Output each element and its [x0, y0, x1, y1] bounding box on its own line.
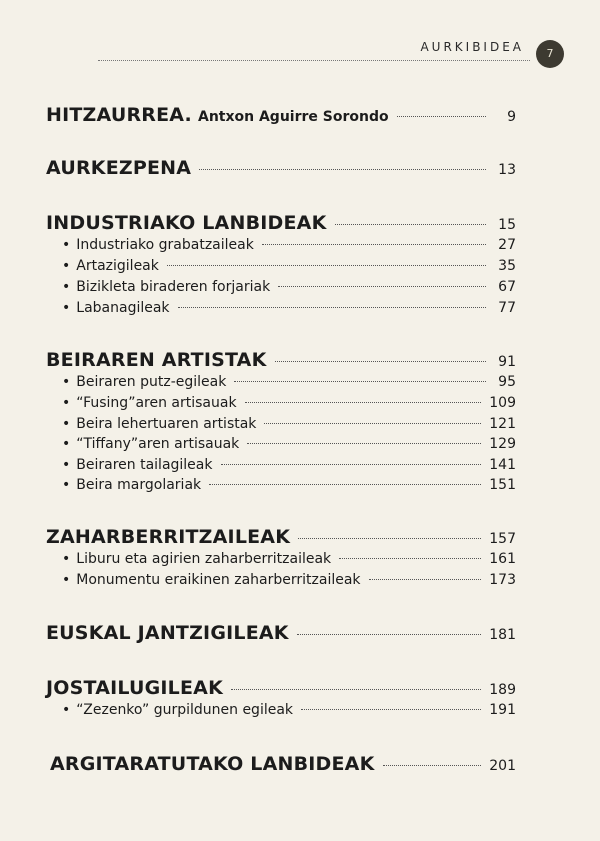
toc-subentry-label: “Zezenko” gurpildunen egileak [76, 702, 294, 718]
toc-subentry-page: 77 [498, 300, 516, 316]
toc-entry-title: JOSTAILUGILEAK [46, 677, 224, 699]
bullet-icon: • [62, 477, 71, 493]
toc-entry-page: 91 [498, 354, 516, 370]
dot-leader [231, 689, 481, 690]
toc-entry-page: 15 [498, 217, 516, 233]
toc-subentry-page: 67 [498, 279, 516, 295]
toc-subentry-label: Monumentu eraikinen zaharberritzaileak [76, 572, 361, 588]
dot-leader [262, 244, 486, 245]
toc-entry-page: 189 [489, 682, 516, 698]
toc-subentry-page: 95 [498, 374, 516, 390]
dot-leader [301, 709, 481, 710]
dot-leader [247, 443, 481, 444]
dot-leader [335, 224, 487, 225]
bullet-icon: • [62, 572, 71, 588]
toc-subentry-label: Beira lehertuaren artistak [76, 416, 257, 432]
toc-subentry-page: 121 [489, 416, 516, 432]
toc-subentry[interactable] [62, 457, 516, 473]
toc-subentry-page: 173 [489, 572, 516, 588]
toc-entry-euskal-jantzigileak[interactable] [46, 622, 516, 644]
dot-leader [167, 265, 486, 266]
dot-leader [298, 538, 481, 539]
dot-leader [178, 307, 486, 308]
dot-leader [369, 579, 482, 580]
toc-subentry-label: Artazigileak [76, 258, 159, 274]
bullet-icon: • [62, 457, 71, 473]
toc-subentry-page: 109 [489, 395, 516, 411]
toc-section-jostailugileak[interactable] [46, 677, 516, 699]
dot-leader [221, 464, 482, 465]
dot-leader [339, 558, 481, 559]
toc-subentry-label: “Tiffany”aren artisauak [76, 436, 240, 452]
bullet-icon: • [62, 436, 71, 452]
bullet-icon: • [62, 279, 71, 295]
dot-leader [397, 116, 486, 117]
bullet-icon: • [62, 551, 71, 567]
bullet-icon: • [62, 702, 71, 718]
toc-subentry[interactable] [62, 300, 516, 316]
running-header [98, 38, 530, 61]
toc-subentry-page: 141 [489, 457, 516, 473]
toc-subentry-label: Beiraren putz-egileak [76, 374, 227, 390]
toc-subentry[interactable] [62, 237, 516, 253]
toc-subentry-page: 129 [489, 436, 516, 452]
toc-subentry-page: 35 [498, 258, 516, 274]
toc-subentry[interactable] [62, 551, 516, 567]
toc-subentry[interactable] [62, 477, 516, 493]
bullet-icon: • [62, 237, 71, 253]
toc-subentry-label: Industriako grabatzaileak [76, 237, 254, 253]
dot-leader [383, 765, 482, 766]
toc-entry-hitzaurrea[interactable] [46, 104, 516, 126]
page-number-badge: 7 [536, 40, 564, 68]
toc-entry-page: 13 [498, 162, 516, 178]
toc-subentry[interactable] [62, 395, 516, 411]
toc-subentry-page: 151 [489, 477, 516, 493]
toc-subentry[interactable] [62, 279, 516, 295]
toc-subentry[interactable] [62, 416, 516, 432]
toc-subentry-label: Liburu eta agirien zaharberritzaileak [76, 551, 332, 567]
toc-subentry-page: 191 [489, 702, 516, 718]
toc-entry-argitaratutako-lanbideak[interactable] [50, 753, 516, 775]
dot-leader [199, 169, 486, 170]
toc-section-zaharberritzaileak[interactable] [46, 526, 516, 548]
dot-leader [234, 381, 486, 382]
bullet-icon: • [62, 258, 71, 274]
dot-leader [275, 361, 487, 362]
toc-entry-author: Antxon Aguirre Sorondo [197, 109, 389, 125]
running-title: AURKIBIDEA [420, 40, 524, 54]
toc-entry-title: AURKEZPENA [46, 157, 192, 179]
toc-subentry-page: 161 [489, 551, 516, 567]
toc-subentry-page: 27 [498, 237, 516, 253]
bullet-icon: • [62, 416, 71, 432]
dot-leader [264, 423, 481, 424]
toc-entry-title: BEIRAREN ARTISTAK [46, 349, 267, 371]
toc-subentry-label: Beiraren tailagileak [76, 457, 213, 473]
toc-entry-page: 157 [489, 531, 516, 547]
toc-entry-title: HITZAURREA. [46, 104, 192, 126]
toc-subentry[interactable] [62, 436, 516, 452]
toc-subentry-label: Labanagileak [76, 300, 170, 316]
toc-subentry-label: Bizikleta biraderen forjariak [76, 279, 271, 295]
toc-subentry-label: “Fusing”aren artisauak [76, 395, 237, 411]
toc-subentry[interactable] [62, 374, 516, 390]
toc-subentry-label: Beira margolariak [76, 477, 202, 493]
dot-leader [297, 634, 482, 635]
toc-subentry[interactable] [62, 258, 516, 274]
bullet-icon: • [62, 374, 71, 390]
toc-entry-page: 9 [507, 109, 516, 125]
toc-subentry[interactable] [62, 702, 516, 718]
toc-entry-title: ZAHARBERRITZAILEAK [46, 526, 291, 548]
toc-subentry[interactable] [62, 572, 516, 588]
toc-section-industria[interactable] [46, 212, 516, 234]
bullet-icon: • [62, 395, 71, 411]
toc-entry-title: EUSKAL JANTZIGILEAK [46, 622, 289, 644]
toc-entry-title: ARGITARATUTAKO LANBIDEAK [50, 753, 375, 775]
dot-leader [245, 402, 482, 403]
toc-entry-page: 181 [489, 627, 516, 643]
dot-leader [209, 484, 481, 485]
toc-entry-title: INDUSTRIAKO LANBIDEAK [46, 212, 327, 234]
toc-section-beira[interactable] [46, 349, 516, 371]
bullet-icon: • [62, 300, 71, 316]
toc-entry-aurkezpena[interactable] [46, 157, 516, 179]
toc-entry-page: 201 [489, 758, 516, 774]
dot-leader [278, 286, 486, 287]
